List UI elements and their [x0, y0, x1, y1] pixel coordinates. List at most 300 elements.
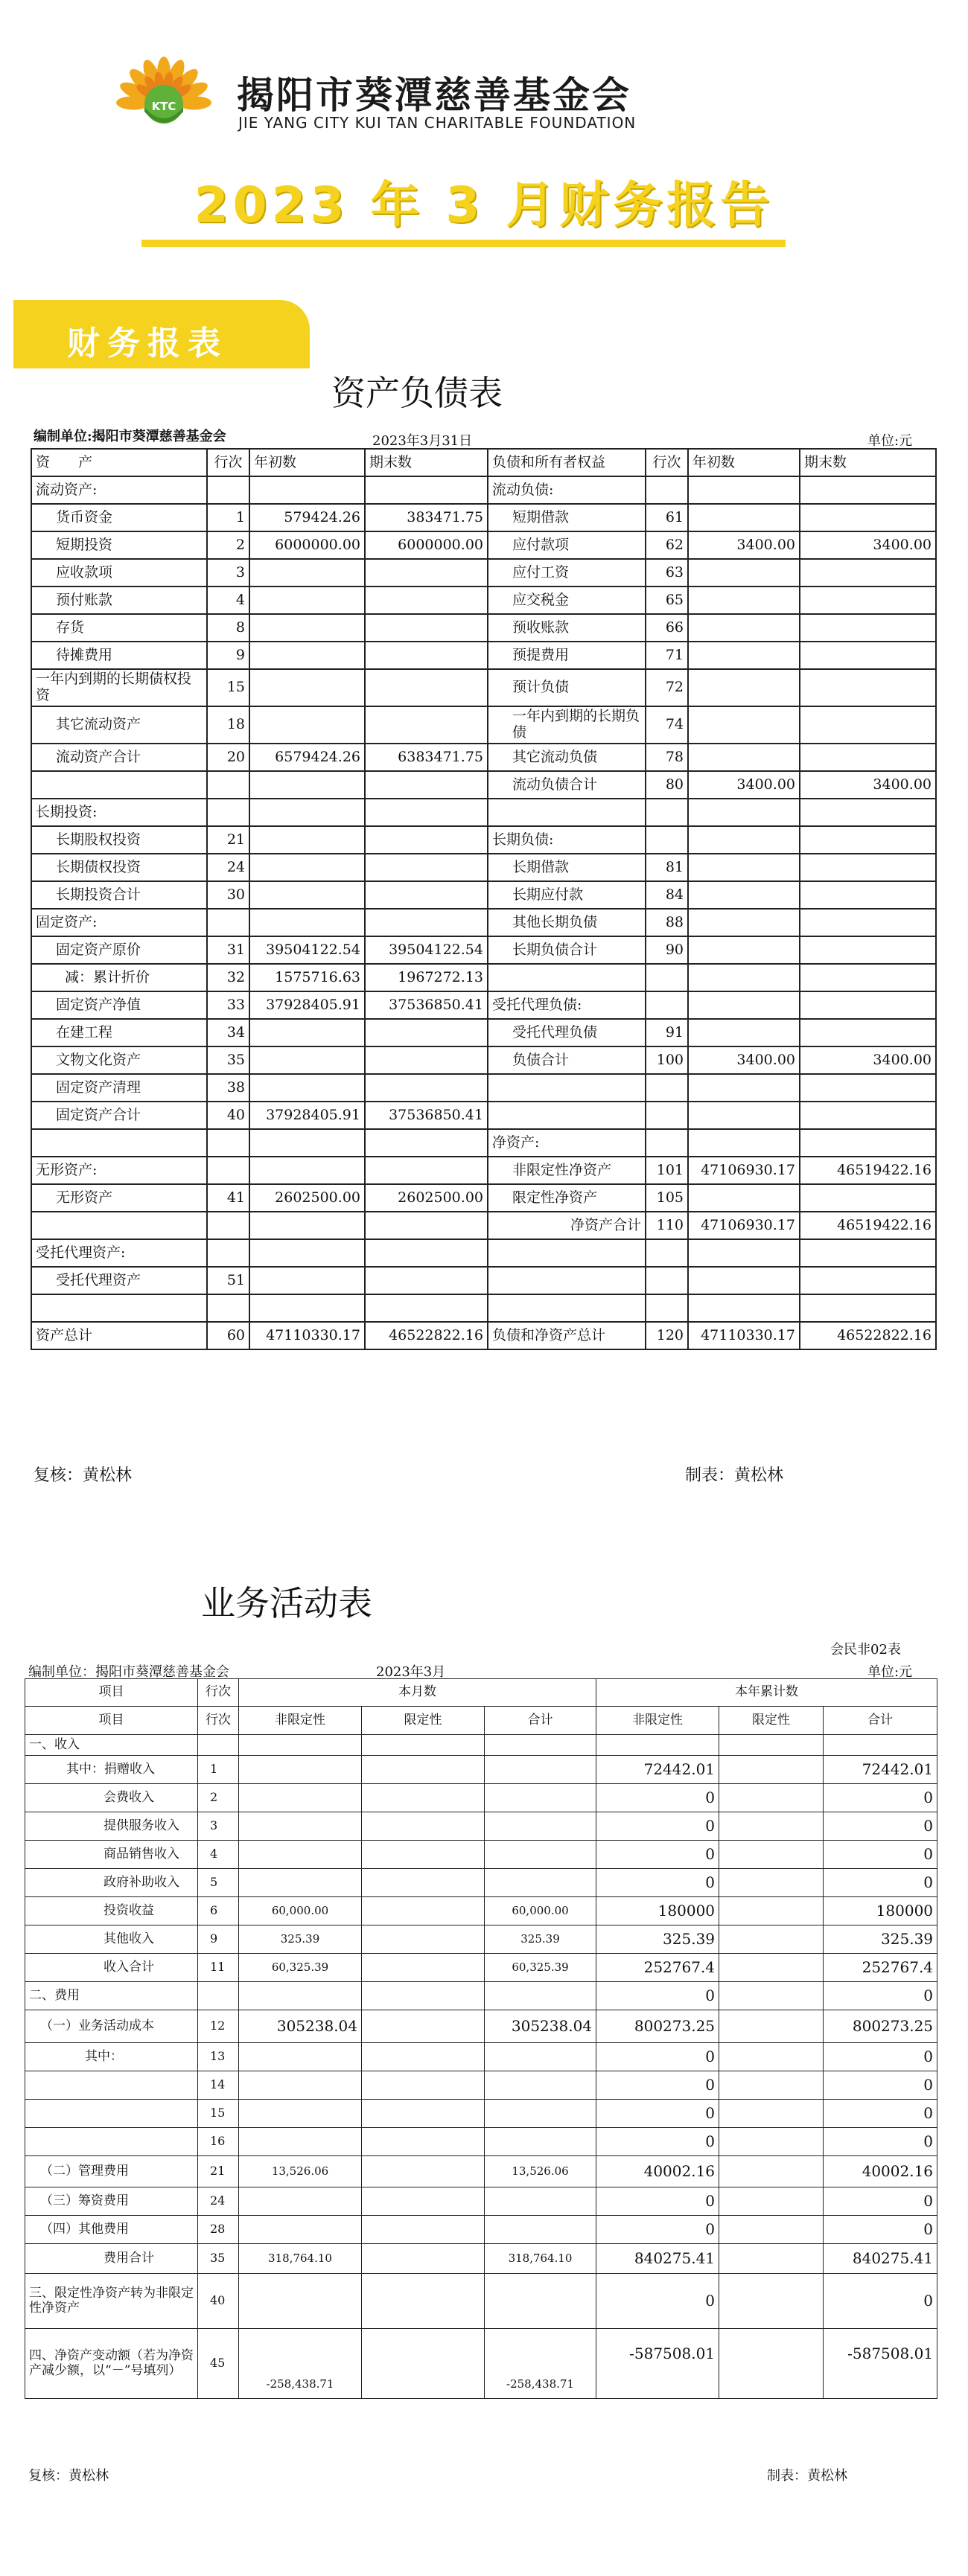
activity-cell — [719, 2128, 824, 2156]
balance-sheet-row — [31, 642, 936, 669]
balance-sheet-cell: 受托代理资产: — [31, 1239, 207, 1267]
balance-sheet-cell — [249, 1267, 365, 1294]
activity-cell: 35 — [198, 2244, 239, 2274]
balance-sheet-cell: 流动负债合计 — [488, 771, 646, 799]
activity-cell: 提供服务收入 — [25, 1812, 198, 1841]
balance-sheet-header-cell: 年初数 — [249, 449, 365, 476]
balance-sheet-cell: 39504122.54 — [249, 936, 365, 964]
balance-sheet-cell: 61 — [646, 504, 688, 531]
balance-sheet-cell — [688, 614, 800, 642]
activity-cell: 6 — [198, 1897, 239, 1925]
balance-sheet-cell — [249, 771, 365, 799]
activity-cell: 318,764.10 — [485, 2244, 596, 2274]
balance-sheet-cell — [688, 504, 800, 531]
activity-cell: 72442.01 — [596, 1756, 719, 1784]
activity-cell: 5 — [198, 1869, 239, 1897]
balance-sheet-cell: 短期投资 — [31, 531, 207, 559]
sunflower-logo-icon — [101, 52, 227, 141]
activity-cell: 其中： — [25, 2043, 198, 2071]
activity-cell — [485, 1784, 596, 1812]
balance-sheet-cell: 存货 — [31, 614, 207, 642]
balance-sheet-cell — [207, 909, 249, 936]
balance-sheet-cell: 34 — [207, 1019, 249, 1046]
activity-cell: 0 — [596, 2128, 719, 2156]
activity-cell — [362, 2100, 485, 2128]
activity-cell: 840275.41 — [596, 2244, 719, 2274]
activity-cell — [362, 2156, 485, 2187]
balance-sheet-cell: 预收账款 — [488, 614, 646, 642]
balance-sheet-header-row — [31, 449, 936, 476]
balance-sheet-cell — [249, 587, 365, 614]
balance-sheet-cell — [688, 642, 800, 669]
activity-cell — [239, 1982, 362, 2010]
balance-sheet-row — [31, 1322, 936, 1349]
balance-sheet-cell: 6579424.26 — [249, 744, 365, 771]
balance-sheet-cell — [800, 744, 936, 771]
activity-cell — [485, 2100, 596, 2128]
balance-sheet-row — [31, 771, 936, 799]
balance-sheet-cell — [31, 1129, 207, 1157]
activity-cell — [362, 1784, 485, 1812]
activity-cell — [25, 2128, 198, 2156]
activity-cell — [362, 1869, 485, 1897]
activity-cell: 0 — [596, 2043, 719, 2071]
balance-sheet-row — [31, 1019, 936, 1046]
activity-row — [25, 1756, 937, 1784]
balance-sheet-cell — [249, 1157, 365, 1184]
activity-cell — [485, 2128, 596, 2156]
balance-sheet-cell — [688, 909, 800, 936]
balance-sheet-cell: 固定资产净值 — [31, 991, 207, 1019]
balance-sheet-cell: 100 — [646, 1046, 688, 1074]
balance-sheet-cell — [800, 1019, 936, 1046]
balance-sheet-title: 资产负债表 — [331, 373, 503, 413]
activity-cell — [362, 1841, 485, 1869]
activity-row — [25, 1925, 937, 1954]
activity-unit: 编制单位：揭阳市葵潭慈善基金会 — [28, 1664, 229, 1680]
balance-sheet-cell — [249, 1046, 365, 1074]
activity-row — [25, 1954, 937, 1982]
balance-sheet-cell — [249, 909, 365, 936]
activity-cell — [362, 1954, 485, 1982]
balance-sheet-cell: 在建工程 — [31, 1019, 207, 1046]
activity-cell — [239, 1735, 362, 1756]
balance-sheet-cell — [365, 614, 488, 642]
balance-sheet-cell — [688, 1129, 800, 1157]
balance-sheet-cell: 应付工资 — [488, 559, 646, 587]
balance-sheet-cell: 负债合计 — [488, 1046, 646, 1074]
activity-cell: 325.39 — [239, 1925, 362, 1954]
balance-sheet-cell — [365, 909, 488, 936]
activity-cell: （四）其他费用 — [25, 2216, 198, 2244]
activity-row — [25, 2187, 937, 2216]
activity-cell: 800273.25 — [596, 2010, 719, 2043]
activity-cell — [362, 2216, 485, 2244]
balance-sheet-date: 2023年3月31日 — [372, 433, 473, 449]
balance-sheet-cell — [365, 1267, 488, 1294]
activity-date: 2023年3月 — [376, 1664, 446, 1680]
activity-row — [25, 1735, 937, 1756]
balance-sheet-cell — [800, 936, 936, 964]
activity-cell: 0 — [596, 1841, 719, 1869]
activity-cell — [362, 2244, 485, 2274]
balance-sheet-cell — [365, 771, 488, 799]
balance-sheet-cell — [365, 1212, 488, 1239]
balance-sheet-cell — [249, 854, 365, 881]
activity-header-cell: 本年累计数 — [596, 1679, 937, 1707]
balance-sheet-cell: 4 — [207, 587, 249, 614]
activity-cell — [198, 1735, 239, 1756]
balance-sheet-cell: 33 — [207, 991, 249, 1019]
logo-text: KTC — [151, 100, 176, 113]
balance-sheet-cell — [365, 642, 488, 669]
balance-sheet-cell — [800, 642, 936, 669]
activity-cell — [719, 1954, 824, 1982]
balance-sheet-cell: 受托代理负债 — [488, 1019, 646, 1046]
balance-sheet-cell — [207, 476, 249, 504]
balance-sheet-cell: 37536850.41 — [365, 991, 488, 1019]
balance-sheet-cell — [365, 669, 488, 706]
balance-sheet-cell: 8 — [207, 614, 249, 642]
activity-cell — [362, 2071, 485, 2100]
activity-cell — [362, 2043, 485, 2071]
activity-cell: 0 — [824, 2274, 937, 2329]
activity-cell: 305238.04 — [239, 2010, 362, 2043]
activity-cell — [719, 1897, 824, 1925]
organization-name-cn: 揭阳市葵潭慈善基金会 — [237, 74, 631, 117]
activity-row — [25, 1812, 937, 1841]
balance-sheet-cell: 长期负债: — [488, 826, 646, 854]
activity-cell — [485, 2071, 596, 2100]
balance-sheet-row — [31, 964, 936, 991]
activity-cell — [719, 2329, 824, 2399]
balance-sheet-cell — [488, 1074, 646, 1102]
balance-sheet-cell — [688, 744, 800, 771]
balance-sheet-cell: 32 — [207, 964, 249, 991]
activity-cell: 商品销售收入 — [25, 1841, 198, 1869]
balance-sheet-cell: 51 — [207, 1267, 249, 1294]
balance-sheet-cell: 长期应付款 — [488, 881, 646, 909]
balance-sheet-cell — [800, 799, 936, 826]
activity-cell: 12 — [198, 2010, 239, 2043]
balance-sheet-cell: 长期投资: — [31, 799, 207, 826]
activity-cell — [719, 2071, 824, 2100]
balance-sheet-cell — [207, 1294, 249, 1322]
activity-header-cell: 非限定性 — [596, 1707, 719, 1735]
balance-sheet-cell: 资产总计 — [31, 1322, 207, 1349]
balance-sheet-cell: 66 — [646, 614, 688, 642]
balance-sheet-cell — [646, 1239, 688, 1267]
balance-sheet-row — [31, 614, 936, 642]
balance-sheet-cell: 固定资产清理 — [31, 1074, 207, 1102]
balance-sheet-cell — [800, 587, 936, 614]
balance-sheet-cell — [646, 991, 688, 1019]
balance-sheet-cell: 72 — [646, 669, 688, 706]
activity-row — [25, 2100, 937, 2128]
activity-reviewer: 复核：黄松林 — [28, 2468, 109, 2484]
activity-cell — [719, 2187, 824, 2216]
balance-sheet-cell — [207, 1212, 249, 1239]
balance-sheet-cell: 短期借款 — [488, 504, 646, 531]
activity-cell: 60,000.00 — [485, 1897, 596, 1925]
balance-sheet-cell: 其他长期负债 — [488, 909, 646, 936]
balance-sheet-cell: 3400.00 — [688, 771, 800, 799]
activity-cell — [239, 1756, 362, 1784]
balance-sheet-cell: 固定资产合计 — [31, 1102, 207, 1129]
activity-cell: 13 — [198, 2043, 239, 2071]
activity-header-cell: 行次 — [198, 1707, 239, 1735]
balance-sheet-cell: 3400.00 — [688, 531, 800, 559]
activity-cell: 13,526.06 — [485, 2156, 596, 2187]
balance-sheet-cell — [688, 826, 800, 854]
activity-header-cell: 限定性 — [719, 1707, 824, 1735]
balance-sheet-cell: 无形资产 — [31, 1184, 207, 1212]
balance-sheet-cell — [800, 1267, 936, 1294]
activity-cell: 0 — [596, 2071, 719, 2100]
balance-sheet-cell — [688, 881, 800, 909]
activity-cell: -258,438.71 — [485, 2329, 596, 2399]
activity-cell — [719, 2274, 824, 2329]
balance-sheet-cell: 41 — [207, 1184, 249, 1212]
balance-sheet-cell — [688, 587, 800, 614]
activity-cell — [362, 2274, 485, 2329]
balance-sheet-row — [31, 476, 936, 504]
balance-sheet-cell: 2602500.00 — [365, 1184, 488, 1212]
balance-sheet-row — [31, 1212, 936, 1239]
balance-sheet-cell — [207, 1129, 249, 1157]
balance-sheet-cell — [31, 1294, 207, 1322]
balance-sheet-cell — [688, 1184, 800, 1212]
balance-sheet-cell: 流动负债: — [488, 476, 646, 504]
activity-cell: （二）管理费用 — [25, 2156, 198, 2187]
balance-sheet-cell: 38 — [207, 1074, 249, 1102]
activity-row — [25, 2128, 937, 2156]
activity-cell — [239, 2071, 362, 2100]
balance-sheet-cell — [365, 587, 488, 614]
balance-sheet-cell — [365, 476, 488, 504]
balance-sheet-row — [31, 1129, 936, 1157]
activity-cell — [362, 1897, 485, 1925]
activity-cell — [362, 2329, 485, 2399]
activity-statement-title: 业务活动表 — [201, 1583, 372, 1623]
activity-cell — [485, 1756, 596, 1784]
balance-sheet-cell: 1 — [207, 504, 249, 531]
balance-sheet-cell: 3 — [207, 559, 249, 587]
balance-sheet-table — [31, 448, 937, 1350]
activity-cell — [25, 2071, 198, 2100]
balance-sheet-row — [31, 1102, 936, 1129]
activity-cell: 45 — [198, 2329, 239, 2399]
balance-sheet-cell — [800, 991, 936, 1019]
balance-sheet-cell: 81 — [646, 854, 688, 881]
activity-cell — [719, 1735, 824, 1756]
activity-cell — [719, 1756, 824, 1784]
balance-sheet-cell: 78 — [646, 744, 688, 771]
activity-cell — [485, 2274, 596, 2329]
balance-sheet-cell: 一年内到期的长期负债 — [488, 706, 646, 744]
balance-sheet-cell: 非限定性净资产 — [488, 1157, 646, 1184]
balance-sheet-header-cell: 行次 — [207, 449, 249, 476]
balance-sheet-row — [31, 706, 936, 744]
activity-cell: 政府补助收入 — [25, 1869, 198, 1897]
balance-sheet-cell — [365, 1157, 488, 1184]
activity-preparer: 制表：黄松林 — [767, 2468, 847, 2484]
balance-sheet-cell — [646, 1267, 688, 1294]
balance-sheet-cell — [646, 1294, 688, 1322]
activity-cell: 0 — [824, 1982, 937, 2010]
balance-sheet-cell: 110 — [646, 1212, 688, 1239]
balance-sheet-cell — [207, 771, 249, 799]
balance-sheet-cell: 限定性净资产 — [488, 1184, 646, 1212]
activity-cell — [719, 2216, 824, 2244]
activity-cell: 0 — [824, 1784, 937, 1812]
balance-sheet-row — [31, 991, 936, 1019]
balance-sheet-cell — [249, 1129, 365, 1157]
balance-sheet-cell — [249, 881, 365, 909]
balance-sheet-cell: 流动资产合计 — [31, 744, 207, 771]
balance-sheet-row — [31, 531, 936, 559]
activity-cell — [719, 1869, 824, 1897]
balance-sheet-cell: 383471.75 — [365, 504, 488, 531]
activity-cell: （一）业务活动成本 — [25, 2010, 198, 2043]
balance-sheet-cell: 应收款项 — [31, 559, 207, 587]
activity-cell: 0 — [596, 2216, 719, 2244]
balance-sheet-cell — [688, 991, 800, 1019]
balance-sheet-header-cell: 负债和所有者权益 — [488, 449, 646, 476]
balance-sheet-reviewer: 复核：黄松林 — [34, 1466, 133, 1485]
activity-row — [25, 1841, 937, 1869]
activity-cell: 费用合计 — [25, 2244, 198, 2274]
activity-cell — [485, 1982, 596, 2010]
activity-cell: 0 — [596, 2187, 719, 2216]
activity-cell — [719, 2010, 824, 2043]
balance-sheet-cell: 文物文化资产 — [31, 1046, 207, 1074]
balance-sheet-cell — [488, 1102, 646, 1129]
activity-cell: 0 — [824, 1869, 937, 1897]
activity-cell — [362, 2128, 485, 2156]
activity-cell: 一、收入 — [25, 1735, 198, 1756]
activity-cell — [719, 2156, 824, 2187]
balance-sheet-cell — [800, 1184, 936, 1212]
activity-cell — [239, 2274, 362, 2329]
activity-row — [25, 2010, 937, 2043]
activity-cell — [239, 1869, 362, 1897]
activity-cell — [362, 1756, 485, 1784]
activity-cell — [362, 1925, 485, 1954]
activity-form-code: 会民非02表 — [830, 1642, 901, 1658]
balance-sheet-cell: 预付账款 — [31, 587, 207, 614]
activity-row — [25, 2244, 937, 2274]
section-tab-label: 财务报表 — [67, 325, 228, 362]
activity-header-cell: 非限定性 — [239, 1707, 362, 1735]
balance-sheet-cell: 6383471.75 — [365, 744, 488, 771]
balance-sheet-cell — [365, 1239, 488, 1267]
title-divider — [141, 240, 786, 247]
activity-cell: 3 — [198, 1812, 239, 1841]
balance-sheet-cell — [800, 1239, 936, 1267]
activity-header-row — [25, 1679, 937, 1707]
balance-sheet-header-cell: 资 产 — [31, 449, 207, 476]
activity-row — [25, 2071, 937, 2100]
activity-cell — [239, 1784, 362, 1812]
balance-sheet-cell: 47106930.17 — [688, 1212, 800, 1239]
balance-sheet-cell — [249, 669, 365, 706]
balance-sheet-cell: 3400.00 — [800, 771, 936, 799]
activity-header-cell: 合计 — [485, 1707, 596, 1735]
balance-sheet-cell — [365, 799, 488, 826]
balance-sheet-cell — [800, 909, 936, 936]
balance-sheet-cell: 46519422.16 — [800, 1212, 936, 1239]
balance-sheet-row — [31, 936, 936, 964]
balance-sheet-cell: 负债和净资产总计 — [488, 1322, 646, 1349]
balance-sheet-cell — [365, 1129, 488, 1157]
balance-sheet-currency: 单位:元 — [867, 433, 913, 449]
balance-sheet-cell — [249, 799, 365, 826]
section-tab — [13, 300, 310, 368]
balance-sheet-cell — [365, 1294, 488, 1322]
activity-cell: 28 — [198, 2216, 239, 2244]
balance-sheet-cell — [365, 881, 488, 909]
balance-sheet-cell — [646, 826, 688, 854]
balance-sheet-cell — [249, 1074, 365, 1102]
balance-sheet-cell: 60 — [207, 1322, 249, 1349]
activity-cell: 三、限定性净资产转为非限定性净资产 — [25, 2274, 198, 2329]
balance-sheet-cell — [646, 964, 688, 991]
balance-sheet-cell — [249, 1294, 365, 1322]
balance-sheet-cell: 6000000.00 — [249, 531, 365, 559]
activity-cell: 0 — [596, 1869, 719, 1897]
activity-cell — [824, 1735, 937, 1756]
balance-sheet-row — [31, 504, 936, 531]
activity-cell — [362, 1982, 485, 2010]
activity-cell — [485, 2043, 596, 2071]
balance-sheet-cell: 货币资金 — [31, 504, 207, 531]
balance-sheet-cell: 37928405.91 — [249, 1102, 365, 1129]
activity-cell: 60,325.39 — [485, 1954, 596, 1982]
balance-sheet-header-cell: 期末数 — [365, 449, 488, 476]
activity-header-cell: 项目 — [25, 1707, 198, 1735]
activity-cell: 40002.16 — [824, 2156, 937, 2187]
balance-sheet-cell — [800, 881, 936, 909]
activity-cell: 60,325.39 — [239, 1954, 362, 1982]
activity-header-cell: 项目 — [25, 1679, 198, 1707]
balance-sheet-cell — [488, 1239, 646, 1267]
balance-sheet-cell — [646, 1074, 688, 1102]
activity-cell: 840275.41 — [824, 2244, 937, 2274]
activity-cell: 252767.4 — [824, 1954, 937, 1982]
activity-cell: 二、费用 — [25, 1982, 198, 2010]
balance-sheet-cell: 47110330.17 — [249, 1322, 365, 1349]
balance-sheet-preparer: 制表：黄松林 — [685, 1466, 784, 1485]
balance-sheet-cell: 37536850.41 — [365, 1102, 488, 1129]
balance-sheet-cell: 88 — [646, 909, 688, 936]
balance-sheet-cell — [249, 1239, 365, 1267]
balance-sheet-cell — [365, 559, 488, 587]
activity-cell — [239, 2100, 362, 2128]
activity-cell: 325.39 — [824, 1925, 937, 1954]
balance-sheet-cell — [800, 669, 936, 706]
activity-cell — [719, 2244, 824, 2274]
activity-cell: 0 — [824, 1841, 937, 1869]
balance-sheet-cell: 预计负债 — [488, 669, 646, 706]
activity-cell — [719, 1841, 824, 1869]
activity-cell: 0 — [824, 2216, 937, 2244]
balance-sheet-cell: 74 — [646, 706, 688, 744]
activity-cell: 40002.16 — [596, 2156, 719, 2187]
activity-cell — [596, 1735, 719, 1756]
balance-sheet-row — [31, 909, 936, 936]
activity-row — [25, 1784, 937, 1812]
